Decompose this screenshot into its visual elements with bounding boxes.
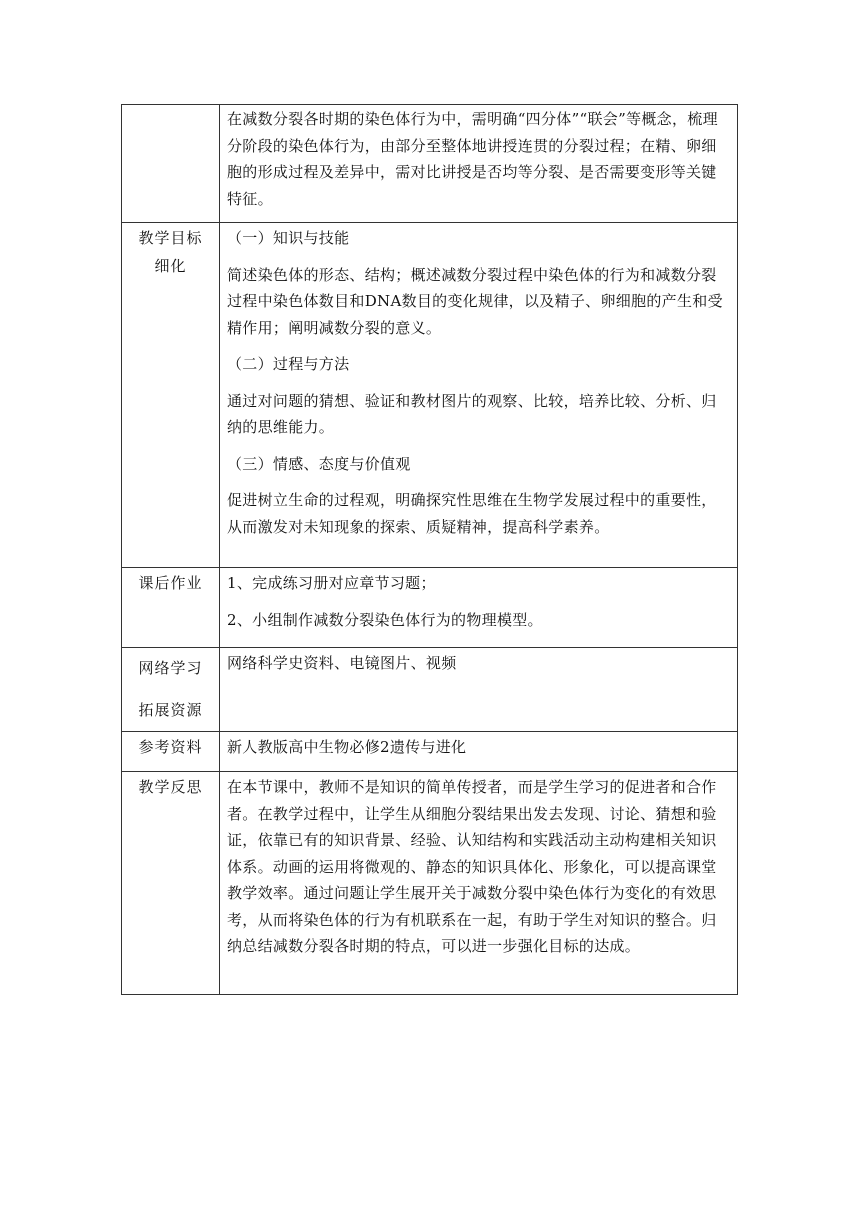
- row-label-empty: [122, 105, 220, 223]
- table-row-homework: [122, 568, 738, 648]
- row-label-references-text: 参考资料: [138, 738, 203, 756]
- reflection-text: 在本节课中，教师不是知识的简单传授者，而是学生学习的促进者和合作者。在教学过程中，让学生从细胞分裂结果出发去发现、讨论、猜想和验证，依靠已有的知识背景、经验、认知结构和实践活动主动构建相关知识体系。动画的运用将微观的、静态的知识具体化、形象化，可以提高课堂教学效率。通过问题让学生展开关于减数分裂中染色体行为变化的有效思考，从而将染色体的行为有机联系在一起，有助于学生对知识的整合。归纳总结减数分裂各时期的特点，可以进一步强化目标的达成。: [227, 778, 717, 955]
- row-content-resources: [220, 648, 738, 732]
- table-row-objectives: [122, 223, 738, 568]
- table-row-references: [122, 732, 738, 772]
- row-label-resources: [122, 648, 220, 732]
- row-content-difficulty: [220, 105, 738, 223]
- spacer: [227, 597, 731, 607]
- objective-heading-3: （三）情感、态度与价值观: [227, 454, 411, 473]
- row-label-objectives: [122, 223, 220, 568]
- row-content-reflection: [220, 772, 738, 995]
- difficulty-text: 在减数分裂各时期的染色体行为中，需明确“四分体”“联会”等概念，梳理分阶段的染色体行为，由部分至整体地讲授连贯的分裂过程；在精、卵细胞的形成过程及差异中，需对比讲授是否均等分裂、是否需要变形等关键特征。: [227, 110, 718, 208]
- row-content-objectives: [220, 223, 738, 568]
- objective-text-3: 促进树立生命的过程观，明确探究性思维在生物学发展过程中的重要性，从而激发对未知现象的探索、质疑精神，提高科学素养。: [227, 491, 717, 536]
- spacer: [227, 252, 731, 262]
- row-label-references: [122, 732, 220, 772]
- spacer: [227, 441, 731, 451]
- objective-heading-2: （二）过程与方法: [227, 355, 350, 373]
- row-content-homework: [220, 568, 738, 648]
- table-row-reflection: [122, 772, 738, 995]
- row-label-resources-line2: 拓展资源: [138, 701, 203, 719]
- table-row-resources: [122, 648, 738, 732]
- row-label-homework-text: 课后作业: [138, 574, 203, 592]
- row-label-objectives-line1: 教学目标: [138, 229, 203, 247]
- objective-text-2: 通过对问题的猜想、验证和教材图片的观察、比较，培养比较、分析、归纳的思维能力。: [227, 391, 717, 436]
- row-label-homework: [122, 568, 220, 648]
- objective-text-1: 简述染色体的形态、结构；概述减数分裂过程中染色体的行为和减数分裂过程中染色体数目和DNA数目的变化规律，以及精子、卵细胞的产生和受精作用；阐明减数分裂的意义。: [227, 265, 723, 337]
- resources-text: 网络科学史资料、电镜图片、视频: [227, 654, 457, 672]
- spacer: [227, 477, 731, 487]
- row-label-resources-line1: 网络学习: [138, 659, 203, 677]
- homework-item-1: 1、完成练习册对应章节习题；: [227, 574, 436, 592]
- references-text: 新人教版高中生物必修2遗传与进化: [227, 738, 467, 756]
- row-label-reflection: [122, 772, 220, 995]
- row-content-references: [220, 732, 738, 772]
- table-row-difficulty: [122, 105, 738, 223]
- spacer: [227, 341, 731, 351]
- lesson-plan-table: [121, 104, 738, 995]
- objective-heading-1: （一）知识与技能: [227, 229, 350, 247]
- spacer: [227, 378, 731, 388]
- homework-item-2: 2、小组制作减数分裂染色体行为的物理模型。: [227, 610, 543, 629]
- row-label-objectives-line2: 细化: [154, 257, 187, 275]
- row-label-reflection-text: 教学反思: [138, 778, 203, 796]
